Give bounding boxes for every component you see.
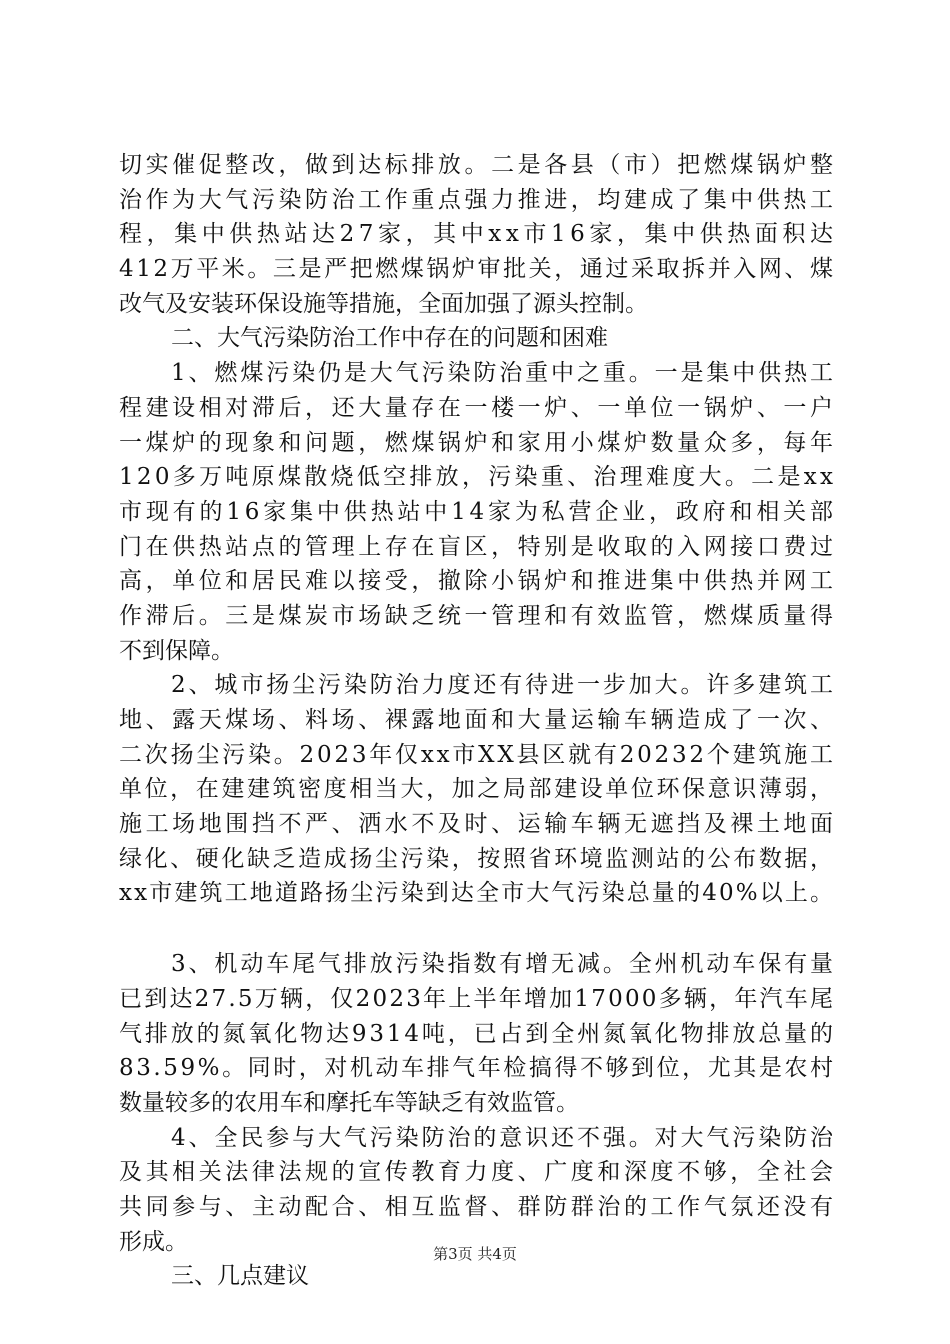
text-line: 治作为大气污染防治工作重点强力推进，均建成了集中供热工	[119, 186, 837, 213]
text-line: 数量较多的农用车和摩托车等缺乏有效监管。	[119, 1089, 579, 1116]
text-line: 切实催促整改，做到达标排放。二是各县（市）把燃煤锅炉整	[119, 152, 837, 178]
page-footer	[0, 1244, 950, 1264]
text-line: 气排放的氮氧化物达9314吨，已占到全州氮氧化物排放总量的	[119, 1020, 836, 1047]
text-line: 程建设相对滞后，还大量存在一楼一炉、一单位一锅炉、一户	[119, 394, 837, 421]
text-line: 作滞后。三是煤炭市场缺乏统一管理和有效监管，燃煤质量得	[119, 602, 837, 629]
text-line: 412万平米。三是严把燃煤锅炉审批关，通过采取拆并入网、煤	[119, 256, 836, 283]
text-line: 改气及安装环保设施等措施，全面加强了源头控制。	[119, 290, 648, 317]
text-line: 地、露天煤场、料场、裸露地面和大量运输车辆造成了一次、	[119, 707, 837, 733]
text-line: 二次扬尘污染。2023年仅xx市XX县区就有20232个建筑施工	[119, 741, 836, 768]
text-line: 不到保障。	[119, 637, 234, 664]
text-line: 已到达27.5万辆，仅2023年上半年增加17000多辆，年汽车尾	[119, 985, 836, 1012]
text-line: xx市建筑工地道路扬尘污染到达全市大气污染总量的40%以上。	[119, 880, 836, 907]
text-line: 单位，在建建筑密度相当大，加之局部建设单位环保意识薄弱，	[119, 776, 836, 803]
text-line: 市现有的16家集中供热站中14家为私营企业，政府和相关部	[119, 498, 837, 525]
paragraph-start: 4、全民参与大气污染防治的意识还不强。对大气污染防治	[171, 1124, 836, 1151]
text-line: 83.59%。同时，对机动车排气年检搞得不够到位，尤其是农村	[119, 1055, 836, 1082]
paragraph-start: 3、机动车尾气排放污染指数有增无减。全州机动车保有量	[171, 951, 836, 978]
document-body	[119, 148, 838, 1294]
page-number: 第3页 共4页	[433, 1245, 517, 1263]
text-line: 120多万吨原煤散烧低空排放，污染重、治理难度大。二是xx	[119, 464, 837, 491]
section-heading: 三、几点建议	[171, 1263, 309, 1290]
text-line: 施工场地围挡不严、洒水不及时、运输车辆无遮挡及裸土地面	[119, 811, 837, 838]
text-line: 绿化、硬化缺乏造成扬尘污染，按照省环境监测站的公布数据，	[119, 845, 836, 872]
paragraph-gap	[119, 911, 833, 947]
text-line: 程，集中供热站达27家，其中xx市16家，集中供热面积达	[119, 221, 838, 248]
text-line: 高，单位和居民难以接受，撤除小锅炉和推进集中供热并网工	[119, 568, 837, 595]
paragraph-start: 2、城市扬尘污染防治力度还有待进一步加大。许多建筑工	[171, 672, 836, 699]
paragraph-start: 1、燃煤污染仍是大气污染防治重中之重。一是集中供热工	[171, 360, 836, 387]
text-line: 一煤炉的现象和问题，燃煤锅炉和家用小煤炉数量众多，每年	[119, 429, 837, 456]
text-line: 形成。	[119, 1228, 188, 1255]
text-line: 门在供热站点的管理上存在盲区，特别是收取的入网接口费过	[119, 533, 837, 560]
text-line: 及其相关法律法规的宣传教育力度、广度和深度不够，全社会	[119, 1159, 837, 1186]
section-heading: 二、大气污染防治工作中存在的问题和困难	[171, 325, 608, 352]
text-line: 共同参与、主动配合、相互监督、群防群治的工作气氛还没有	[119, 1193, 837, 1220]
